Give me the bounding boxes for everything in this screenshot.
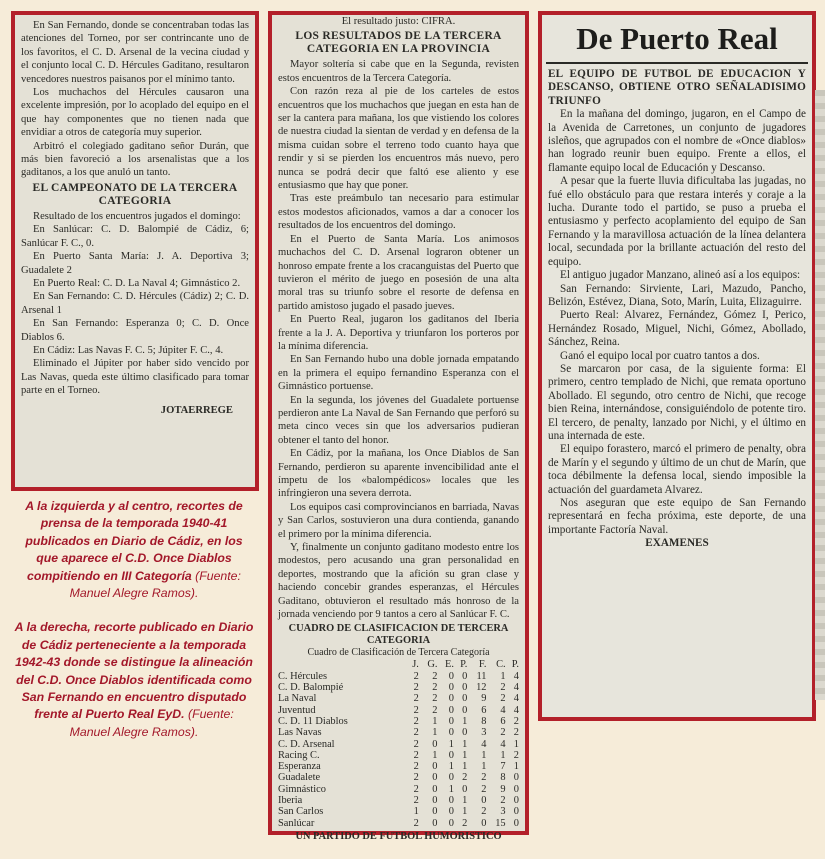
left-results-intro: Resultado de los encuentros jugados el domingo: [33,210,241,222]
stat-cell: 2 [513,749,519,761]
stat-cell: 1 [462,761,468,773]
table-row [278,739,519,750]
stat-cell: 6 [481,704,487,716]
stat-cell: 2 [432,670,438,682]
stat-cell: 1 [462,806,468,818]
standings-body [278,671,519,829]
stat-cell: 2 [413,704,419,716]
stat-cell: 2 [513,715,519,727]
right-footer-line: EXAMENES [645,537,709,550]
stat-cell: 0 [462,704,468,716]
standings-table [278,659,519,828]
stat-cell: 0 [481,817,487,829]
stat-cell: 0 [432,806,438,818]
stat-cell: 0 [513,806,519,818]
stat-cell: 9 [500,783,506,795]
stat-cell: 0 [513,795,519,807]
caption-right-text: A la derecha, recorte publicado en Diario de Cádiz perteneciente a la temporada 1942-43 donde se distingue la alineación del C.D. Once Diablos identificada como San Fernando en encuentro disputado frente al Puerto Real EyD. [14,620,254,722]
stat-cell: 0 [462,783,468,795]
stat-cell: 0 [462,727,468,739]
standings-heading: CUADRO DE CLASIFICACION DE TERCERA CATEGORIA [288,623,509,647]
stat-cell: 2 [513,727,519,739]
table-row [278,784,519,795]
stat-cell: 2 [462,772,468,784]
right-paragraph: El antiguo jugador Manzano, alineó así a los equipos: [560,269,801,282]
center-paragraph: En la segunda, los jóvenes del Guadalete portuense perdieron ante La Naval de San Fernando que perforó su meta cinco veces sin que los adversarios pudieran obtener el tanto del honor. [278,394,519,446]
standings-column-header: J. [412,659,419,671]
stat-cell: 2 [432,693,438,705]
stat-cell: 1 [448,761,454,773]
stat-cell: 4 [513,704,519,716]
stat-cell: 0 [513,783,519,795]
stat-cell: 1 [448,783,454,795]
stat-cell: 0 [448,806,454,818]
team-name-cell: C. Hércules [278,670,328,682]
stat-cell: 0 [448,795,454,807]
stat-cell: 0 [448,715,454,727]
right-lineup-san-fernando: San Fernando: Sirviente, Lari, Mazudo, Pancho, Belizón, Estévez, Diana, Soto, Marín, Luita, Elizaguirre. [548,282,806,308]
team-name-cell: C. D. Balompié [278,682,344,694]
stat-cell: 1 [513,761,519,773]
stat-cell: 4 [513,682,519,694]
standings-column-header: C. [496,659,506,671]
left-result: En Puerto Real: C. D. La Naval 4; Gimnástico 2. [33,277,241,289]
stat-cell: 1 [462,715,468,727]
stat-cell: 2 [413,761,419,773]
team-name-cell: San Carlos [278,806,324,818]
standings-column-header: P. [460,659,468,671]
stat-cell: 11 [476,670,487,682]
standings-table-block [272,623,525,842]
stat-cell: 0 [448,749,454,761]
stat-cell: 2 [413,772,419,784]
stat-cell: 2 [413,670,419,682]
standings-column-header [278,659,407,670]
standings-header-row [278,659,519,670]
stat-cell: 1 [432,749,438,761]
stat-cell: 0 [432,738,438,750]
left-closing: Eliminado el Júpiter por haber sido vencido por Las Navas, queda este último clasificado para tomar parte en el Torneo. [21,358,249,397]
stat-cell: 8 [500,772,506,784]
left-result: En San Fernando: Esperanza 0; C. D. Once Diablos 6. [21,318,249,343]
stat-cell: 2 [500,693,506,705]
stat-cell: 0 [448,727,454,739]
table-row [278,750,519,761]
center-footer-heading: UN PARTIDO DE FUTBOL HUMORISTICO [295,830,502,842]
center-paragraph: En San Fernando hubo una doble jornada empatando en la primera el equipo fernandino Esperanza con el Gimnástico portuense. [278,354,519,393]
right-paragraph: El equipo forastero, marcó el primero de penalty, obra de Marín y el segundo y último de un chut de Marín, que toca débilmente la defensa local, siendo imposible la actuación del guardameta Alvarez. [548,443,806,496]
team-name-cell: La Naval [278,693,317,705]
left-paragraph-1: En San Fernando, donde se concentraban todas las atenciones del Torneo, por ser contrincante uno de los favoritos, el C. D. Arsenal de la vecina ciudad y el conjunto local C. D. Hércules Gaditano, resultaron vencedores nuestros paisanos por el mínimo tanto. [21,20,249,85]
stat-cell: 2 [413,682,419,694]
team-name-cell: Guadalete [278,772,321,784]
table-row [278,693,519,704]
stat-cell: 1 [462,795,468,807]
stat-cell: 0 [448,817,454,829]
stat-cell: 0 [448,670,454,682]
stat-cell: 6 [500,715,506,727]
table-row [278,727,519,738]
stat-cell: 2 [413,749,419,761]
standings-subheading: Cuadro de Clasificación de Tercera Categoría [307,647,490,659]
stat-cell: 0 [432,783,438,795]
stat-cell: 2 [413,727,419,739]
table-row [278,705,519,716]
standings-column-header: G. [427,659,438,671]
right-paragraph: A pesar que la fuerte lluvia dificultaba las jugadas, no fué ello obstáculo para que restara interés y coraje a la lucha. Durante todo el partido, se puso a prueba el entusiasmo y perfecto acoplamiento del equipo de San Fernando y la maravillosa actuación de la línea delantera local, secundada por la brillante actuación del resto del equipo. [548,175,806,268]
stat-cell: 1 [481,749,487,761]
standings-column-header: P. [511,659,519,671]
left-result: En Cádiz: Las Navas F. C. 5; Júpiter F. C., 4. [33,344,224,356]
caption [14,498,254,758]
stat-cell: 1 [500,670,506,682]
left-heading: EL CAMPEONATO DE LA TERCERA CATEGORIA [32,181,238,207]
table-row [278,818,519,829]
right-paragraph: Nos aseguran que este equipo de San Fernando representará en fecha próxima, este deporte, de una importante Factoría Naval. [548,497,806,536]
left-result: En San Fernando: C. D. Hércules (Cádiz) 2; C. D. Arsenal 1 [21,291,249,316]
table-row [278,682,519,693]
left-result: En Sanlúcar: C. D. Balompié de Cádiz, 6; Sanlúcar F. C., 0. [21,224,249,249]
standings-column-header: F. [478,659,487,671]
table-row [278,716,519,727]
right-heading: EL EQUIPO DE FUTBOL DE EDUCACION Y DESCANSO, OBTIENE OTRO SEÑALADISIMO TRIUNFO [548,68,806,107]
stat-cell: 9 [481,693,487,705]
team-name-cell: Esperanza [278,761,321,773]
stat-cell: 2 [413,738,419,750]
stat-cell: 0 [432,795,438,807]
left-newspaper-clipping [11,11,259,491]
caption-left-source: (Fuente: Manuel Alegre Ramos). [69,568,241,601]
stat-cell: 0 [432,761,438,773]
stat-cell: 4 [500,704,506,716]
stat-cell: 3 [481,727,487,739]
stat-cell: 1 [462,749,468,761]
stat-cell: 1 [500,749,506,761]
center-paragraph: En Puerto Real, jugaron los gaditanos del Iberia frente a la J. A. Deportiva y triunfaron los porteros por la mínima diferencia. [278,314,519,352]
caption-right-source: (Fuente: Manuel Alegre Ramos). [69,707,234,739]
table-row [278,761,519,772]
stat-cell: 1 [462,738,468,750]
center-paragraph: En el Puerto de Santa María. Los animosos muchachos del C. D. Arsenal lograron obtener un honroso empate frente a los cracanguistas del Puerto que tuvieron el mérito de juego en posesión de una alta moral tras su triunfo sobre el resorte de defensa en partido amistoso jugado el pasado jueves. [278,233,519,312]
stat-cell: 8 [481,715,487,727]
stat-cell: 2 [413,795,419,807]
team-name-cell: Las Navas [278,727,322,739]
stat-cell: 2 [481,772,487,784]
center-newspaper-clipping [268,11,529,842]
center-paragraph: Mayor soltería si cabe que en la Segunda, revisten estos encuentros de la Tercera Categoría. [278,59,519,84]
center-top-line: El resultado justo: CIFRA. [341,16,456,27]
stat-cell: 0 [448,704,454,716]
stat-cell: 2 [481,806,487,818]
stat-cell: 2 [481,783,487,795]
stat-cell: 0 [448,772,454,784]
stat-cell: 0 [513,772,519,784]
stat-cell: 1 [513,738,519,750]
stat-cell: 4 [481,738,487,750]
right-lineup-puerto-real: Puerto Real: Alvarez, Fernández, Gómez I, Perico, Hernández Rosado, Miguel, Nichi, Gómez, Abollado, Sánchez, Reina. [548,309,806,349]
stat-cell: 0 [513,817,519,829]
stat-cell: 0 [481,795,487,807]
stat-cell: 2 [432,682,438,694]
center-paragraph: Los equipos casi comprovincianos en barriada, Navas y San Carlos, sostuvieron una dura contienda, ganando el primero por la mínima diferencia. [278,501,519,540]
right-paragraph: Se marcaron por casa, de la siguiente forma: El primero, centro templado de Nichi, que remata oportuno Abollado. El segundo, otro centro de Nichi, que recoge bien Reina, internándose, consiguiéndolo de potente tiro. El tercero, de penalty, lanzado por Nichi, y el último en una internada de este. [548,362,806,442]
stat-cell: 2 [500,682,506,694]
stat-cell: 1 [481,761,487,773]
stat-cell: 0 [432,817,438,829]
stat-cell: 2 [413,715,419,727]
stat-cell: 4 [500,738,506,750]
team-name-cell: Juventud [278,704,316,716]
table-row [278,795,519,806]
center-paragraph: En Cádiz, por la mañana, los Once Diablos de San Fernando, perdieron su aparente invencibilidad ante el ímpetu de los «balompédicos» locales que les infringieron una severa derrota. [278,448,519,500]
caption-left-paragraph [14,498,254,602]
left-paragraph-2: Los muchachos del Hércules causaron una excelente impresión, por lo acoplado del equipo en el que hay componentes que no tienen nada que envidiar a otros de categoría muy superior. [21,87,249,139]
stat-cell: 4 [513,693,519,705]
stat-cell: 12 [476,682,487,694]
stat-cell: 3 [500,806,506,818]
stat-cell: 7 [500,761,506,773]
stat-cell: 2 [500,727,506,739]
team-name-cell: Sanlúcar [278,817,315,829]
stat-cell: 0 [462,670,468,682]
center-heading: LOS RESULTADOS DE LA TERCERA CATEGORIA EN LA PROVINCIA [295,30,502,56]
team-name-cell: C. D. Arsenal [278,738,335,750]
stat-cell: 15 [495,817,506,829]
stat-cell: 1 [432,727,438,739]
adjacent-column-strip [815,90,825,700]
stat-cell: 2 [413,817,419,829]
table-row [278,806,519,817]
team-name-cell: Racing C. [278,749,320,761]
stat-cell: 1 [413,806,419,818]
stat-cell: 1 [448,738,454,750]
stat-cell: 4 [513,670,519,682]
left-result: En Puerto Santa María: J. A. Deportiva 3; Guadalete 2 [21,251,249,276]
right-paragraph: En la mañana del domingo, jugaron, en el Campo de la Avenida de Carretones, un conjunto de jugadores isleños, que agrupados con el nombre de «Once diablos» han logrado reunir buen equipo. Frente a ellos, el flamante equipo local de Educación y Descanso. [548,108,806,174]
caption-left-text: A la izquierda y al centro, recortes de prensa de la temporada 1940-41 publicados en Diario de Cádiz, en los que aparece el C.D. Once Diablos compitiendo en III Categoría [25,499,243,583]
stat-cell: 0 [462,693,468,705]
stat-cell: 0 [432,772,438,784]
stat-cell: 2 [432,704,438,716]
stat-cell: 0 [448,693,454,705]
stat-cell: 0 [462,682,468,694]
center-paragraph: Con razón reza al pie de los carteles de estos encuentros que los muchachos que juegan en esta han de ser la cantera para mañana, los que vistiendo los colores de nuestra ciudad la sientan de verdad y en defensa de la misma cuidan sobre el terreno todo cuanto haya que rendir y si se pierden los encuentros más nuevo, pero nunca se podrá decir que faltó ese aliento y ese entusiasmo que hay que poner. [278,86,519,192]
standings-column-header: E. [445,659,454,671]
right-newspaper-clipping [538,11,816,721]
stat-cell: 2 [462,817,468,829]
left-signature: JOTAERREGE [160,404,233,416]
center-paragraph: Y, finalmente un conjunto gaditano modesto entre los modestos, pero acusando una gran personalidad en deportes, mostrando que la afición su gran clase y haciendo concebir grandes esperanzas, el Hércules Gaditano, obtuvieron el resultado más honroso de la jornada venciendo por 9 tantos a cero al Sanlúcar F. C. [278,542,519,621]
right-masthead: De Puerto Real [546,15,808,64]
center-paragraph: Tras este preámbulo tan necesario para estimular estos modestos aficionados, vamos a dar a conocer los resultados de los encuentros del domingo. [278,193,519,232]
right-paragraph: Ganó el equipo local por cuatro tantos a dos. [560,349,760,362]
stat-cell: 0 [448,682,454,694]
stat-cell: 1 [432,715,438,727]
stat-cell: 2 [413,783,419,795]
team-name-cell: Iberia [278,795,303,807]
left-paragraph-3: Arbitró el colegiado gaditano señor Durán, que más bien favoreció a los arsenalistas que a los gaditanos, a los que anuló un tanto. [21,140,249,179]
team-name-cell: Gimnástico [278,783,326,795]
caption-right-paragraph [14,619,254,741]
table-row [278,772,519,783]
stat-cell: 2 [413,693,419,705]
table-row [278,671,519,682]
team-name-cell: C. D. 11 Diablos [278,715,348,727]
stat-cell: 2 [500,795,506,807]
